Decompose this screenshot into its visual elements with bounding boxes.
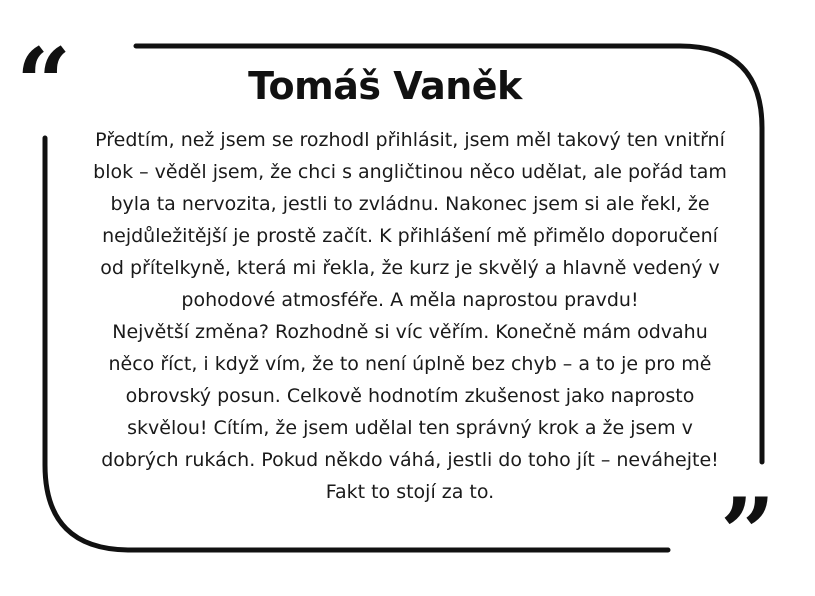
closing-quote-icon: ” (720, 477, 776, 590)
testimonial-paragraph: Největší změna? Rozhodně si víc věřím. Konečně mám odvahu něco říct, i když vím, že to není úplně bez chyb – a to je pro mě obrovský posun. Celkově hodnotím zkušenost jako naprosto skvělou! Cítím, že jsem udělal ten správný krok a že jsem v dobrých rukách. Pokud někdo váhá, jestli do toho jít – neváhejte! Fakt to stojí za to. (101, 321, 719, 503)
opening-quote-icon: “ (16, 27, 72, 140)
testimonial-author-name: Tomáš Vaněk (248, 64, 522, 108)
testimonial-paragraph: Předtím, než jsem se rozhodl přihlásit, jsem měl takový ten vnitřní blok – věděl jsem, že chci s angličtinou něco udělat, ale pořád tam byla ta nervozita, jestli to zvládnu. Nakonec jsem si ale řekl, že nejdůležitější je prostě začít. K přihlášení mě přimělo doporučení od přítelkyně, která mi řekla, že kurz je skvělý a hlavně vedený v pohodové atmosféře. A měla naprostou pravdu! (93, 129, 727, 311)
testimonial-text (90, 124, 730, 508)
